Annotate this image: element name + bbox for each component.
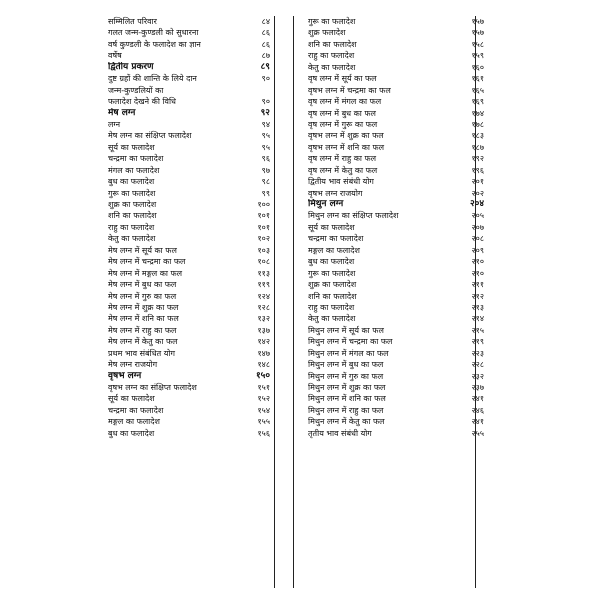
toc-page-number: २५५: [471, 428, 484, 438]
toc-entry-title: मेष लग्न में सूर्य का फल: [108, 245, 177, 255]
toc-page-number: १९२: [471, 154, 484, 164]
toc-entry: [308, 359, 492, 370]
toc-page-number: २१५: [471, 325, 484, 335]
toc-entry-title: मंगल का फलादेश: [108, 165, 160, 175]
toc-entry-title: वृषभ लग्न: [108, 370, 142, 381]
toc-entry-title: शनि का फलादेश: [108, 211, 157, 221]
toc-entry: [308, 279, 492, 290]
toc-page-number: १६१: [471, 74, 484, 84]
toc-entry-title: चन्द्रमा का फलादेश: [108, 154, 164, 164]
toc-entry: [108, 279, 298, 290]
toc-entry: [308, 325, 492, 336]
toc-entry-title: बुध का फलादेश: [308, 257, 355, 267]
toc-entry-title: तृतीय भाव संबंधी योग: [308, 428, 372, 438]
toc-page-number: १५४: [257, 405, 270, 415]
toc-entry: [308, 130, 492, 141]
toc-page-number: २०२: [471, 188, 484, 198]
toc-entry: [108, 291, 298, 302]
toc-page-number: १५२: [257, 394, 270, 404]
column-divider: [274, 16, 275, 588]
toc-page-number: ९६: [261, 154, 270, 164]
toc-page-number: ९०: [261, 97, 270, 107]
toc-page-number: १३२: [257, 314, 270, 324]
toc-entry-title: मेष लग्न में शुक्र का फल: [108, 302, 179, 312]
toc-page-number: १८३: [471, 131, 484, 141]
toc-entry-title: सूर्य का फलादेश: [108, 142, 155, 152]
toc-entry: [308, 62, 492, 73]
toc-column-left: [108, 16, 298, 439]
toc-page-number: ८९: [260, 61, 270, 72]
table-of-contents: [108, 16, 492, 588]
toc-entry-title: बुध का फलादेश: [108, 428, 155, 438]
toc-entry-title: चन्द्रमा का फलादेश: [108, 405, 164, 415]
toc-entry: [308, 348, 492, 359]
toc-entry-title: जन्म-कुण्डलियों का: [108, 85, 164, 95]
toc-entry: [308, 302, 492, 313]
toc-page-number: ९४: [261, 119, 270, 129]
toc-entry: [108, 336, 298, 347]
toc-entry-title: केतु का फलादेश: [308, 62, 356, 72]
toc-entry: [308, 313, 492, 324]
toc-page-number: १२८: [257, 302, 270, 312]
toc-entry-title: सूर्य का फलादेश: [108, 394, 155, 404]
toc-page-number: १७४: [471, 108, 484, 118]
toc-entry-title: चन्द्रमा का फलादेश: [308, 234, 364, 244]
toc-entry: [108, 16, 298, 27]
toc-entry: [108, 165, 298, 176]
toc-page-number: ९७: [261, 165, 270, 175]
toc-page-number: २४१: [471, 417, 484, 427]
toc-entry-title: मेष लग्न में केतु का फल: [108, 337, 178, 347]
toc-entry: [108, 233, 298, 244]
toc-entry-title: मिथुन लग्न में बुध का फल: [308, 360, 384, 370]
toc-entry: [308, 119, 492, 130]
toc-page-number: १४८: [257, 360, 270, 370]
toc-entry: [108, 348, 298, 359]
toc-page-number: १०२: [257, 234, 270, 244]
toc-entry-title: प्रथम भाव संबंधित योग: [108, 348, 175, 358]
toc-page-number: १६९: [471, 97, 484, 107]
toc-entry-title: मेष लग्न में गुरु का फल: [108, 291, 177, 301]
toc-entry-title: वृषभ लग्न में शनि का फल: [308, 142, 385, 152]
toc-page-number: १५५: [257, 417, 270, 427]
toc-entry: [308, 85, 492, 96]
toc-entry-title: वर्ष कुण्डली के फलादेश का ज्ञान: [108, 39, 201, 49]
toc-entry: [308, 416, 492, 427]
toc-entry-title: शनि का फलादेश: [308, 291, 357, 301]
toc-page-number: २१०: [471, 268, 484, 278]
toc-page-number: २०१: [471, 177, 484, 187]
toc-page-number: २०४: [469, 199, 484, 209]
toc-entry: [308, 27, 492, 38]
toc-entry-title: राहु का फलादेश: [308, 302, 355, 312]
toc-page-number: १५०: [255, 370, 270, 381]
toc-entry-title: सूर्य का फलादेश: [308, 222, 355, 232]
toc-entry-title: वृष लग्न में बुध का फल: [308, 108, 376, 118]
toc-page-number: १५७: [471, 17, 484, 26]
column-divider: [293, 16, 294, 588]
toc-entry-title: मिथुन लग्न में शुक्र का फल: [308, 383, 386, 392]
toc-entry: [308, 268, 492, 279]
toc-entry-title: वृषभ लग्न का संक्षिप्त फलादेश: [108, 383, 197, 392]
toc-entry-title: दुष्ट ग्रहों की शान्ति के लिये दान: [108, 74, 197, 84]
toc-page-number: ८७: [261, 51, 270, 61]
toc-entry: [108, 176, 298, 187]
toc-entry: [108, 325, 298, 336]
toc-page-number: १४७: [257, 348, 270, 358]
toc-entry-title: मेष लग्न का संक्षिप्त फलादेश: [108, 131, 192, 141]
toc-entry-title: लग्न: [108, 119, 121, 129]
toc-entry: [308, 39, 492, 50]
toc-entry-title: गुरू का फलादेश: [308, 17, 356, 26]
toc-entry-title: शुक्र का फलादेश: [308, 280, 357, 290]
toc-entry-title: मङ्गल का फलादेश: [308, 245, 360, 255]
toc-entry: [108, 256, 298, 267]
toc-entry: [308, 336, 492, 347]
toc-entry: [308, 142, 492, 153]
toc-entry-title: मिथुन लग्न का संक्षिप्त फलादेश: [308, 211, 399, 221]
toc-page-number: १७८: [471, 119, 484, 129]
toc-entry: [308, 153, 492, 164]
toc-entry: [308, 50, 492, 61]
toc-entry-title: बुध का फलादेश: [108, 177, 155, 187]
toc-entry-title: मेष लग्न में शनि का फल: [108, 314, 179, 324]
toc-entry-title: मिथुन लग्न में गुरु का फल: [308, 371, 384, 381]
toc-entry: [308, 96, 492, 107]
toc-page-number: १०१: [257, 211, 270, 221]
toc-entry: [108, 416, 298, 427]
toc-page-number: ११३: [257, 268, 270, 278]
toc-page-number: २२८: [471, 360, 484, 370]
toc-entry-title: मेष लग्न: [108, 107, 136, 118]
toc-page-number: २१४: [471, 314, 484, 324]
toc-entry: [308, 176, 492, 187]
toc-page-number: १०३: [257, 245, 270, 255]
toc-entry: [108, 96, 298, 107]
toc-section-heading: [308, 199, 492, 210]
toc-entry: [108, 222, 298, 233]
toc-entry-title: मेष लग्न में बुध का फल: [108, 280, 177, 290]
toc-page-number: ९८: [261, 177, 270, 187]
toc-entry-title: मिथुन लग्न: [308, 199, 344, 209]
toc-entry-title: वृष लग्न में गुरू का फल: [308, 119, 378, 129]
toc-entry: [308, 393, 492, 404]
toc-entry-title: मेष लग्न में राहु का फल: [108, 325, 177, 335]
toc-page-number: १२४: [257, 291, 270, 301]
toc-page-number: १०८: [257, 257, 270, 267]
toc-entry: [308, 245, 492, 256]
toc-page-number: ९५: [261, 142, 270, 152]
toc-entry-title: फलादेश देखने की विधि: [108, 97, 176, 107]
toc-entry-title: मिथुन लग्न में मंगल का फल: [308, 348, 389, 358]
toc-page-number: २१२: [471, 291, 484, 301]
toc-entry: [108, 85, 298, 96]
toc-entry: [108, 27, 298, 38]
toc-entry: [308, 291, 492, 302]
toc-entry-title: मिथुन लग्न में शनि का फल: [308, 394, 386, 404]
toc-entry-title: केतु का फलादेश: [308, 314, 356, 324]
toc-entry-title: मेष लग्न राजयोग: [108, 360, 158, 370]
toc-entry-title: मेष लग्न में मङ्गल का फल: [108, 268, 183, 278]
toc-entry-title: मेष लग्न में चन्द्रमा का फल: [108, 257, 186, 267]
toc-entry: [108, 153, 298, 164]
toc-page-number: २०५: [471, 211, 484, 221]
toc-page-number: ८६: [261, 39, 270, 49]
toc-entry-title: वृषभ लग्न राजयोग: [308, 188, 363, 198]
toc-entry: [308, 256, 492, 267]
toc-entry: [108, 302, 298, 313]
toc-page-number: १८७: [471, 142, 484, 152]
toc-entry-title: द्वितीय प्रकरण: [108, 61, 154, 72]
toc-entry: [308, 16, 492, 27]
toc-entry: [308, 210, 492, 221]
toc-page-number: ९०: [261, 74, 270, 84]
column-divider: [475, 16, 476, 588]
toc-entry-title: राहु का फलादेश: [108, 222, 155, 232]
toc-page-number: २११: [471, 280, 484, 290]
toc-section-heading: [108, 108, 298, 119]
toc-page-number: २०७: [471, 222, 484, 232]
toc-entry: [108, 142, 298, 153]
toc-page-number: २४१: [471, 394, 484, 404]
toc-page-number: १००: [257, 200, 270, 209]
toc-entry: [108, 130, 298, 141]
toc-entry-title: वृष लग्न में सूर्य का फल: [308, 74, 377, 84]
toc-entry-title: सम्मिलित परिवार: [108, 17, 157, 26]
toc-entry: [108, 73, 298, 84]
toc-entry-title: वृष लग्न में राहु का फल: [308, 154, 377, 164]
toc-entry: [308, 165, 492, 176]
toc-page-number: २४६: [471, 405, 484, 415]
toc-page-number: १३७: [257, 325, 270, 335]
toc-entry-title: गुरू का फलादेश: [108, 188, 156, 198]
toc-entry-title: मङ्गल का फलादेश: [108, 417, 160, 427]
toc-entry-title: वृष लग्न में केतु का फल: [308, 165, 378, 175]
toc-page-number: १४२: [257, 337, 270, 347]
toc-page-number: १६०: [471, 62, 484, 72]
toc-entry-title: वर्षेष: [108, 51, 122, 61]
toc-entry: [108, 313, 298, 324]
toc-entry-title: मिथुन लग्न में सूर्य का फल: [308, 325, 384, 335]
toc-page-number: ९९: [261, 188, 270, 198]
toc-entry: [108, 268, 298, 279]
toc-page-number: १६५: [471, 85, 484, 95]
toc-entry: [308, 188, 492, 199]
toc-page-number: ९५: [261, 131, 270, 141]
toc-entry-title: द्वितीय भाव संबंधी योग: [308, 177, 374, 187]
toc-entry-title: मिथुन लग्न में केतु का फल: [308, 417, 385, 427]
toc-entry: [308, 371, 492, 382]
toc-entry: [108, 405, 298, 416]
toc-page-number: १५८: [471, 39, 484, 49]
toc-entry-title: मिथुन लग्न में राहु का फल: [308, 405, 384, 415]
toc-entry: [108, 393, 298, 404]
toc-entry-title: वृषभ लग्न में चन्द्रमा का फल: [308, 85, 391, 95]
toc-column-right: [308, 16, 492, 439]
toc-entry: [108, 199, 298, 210]
toc-page-number: १९६: [471, 165, 484, 175]
toc-page-number: ८४: [261, 17, 270, 26]
toc-entry: [308, 222, 492, 233]
toc-page-number: २०८: [471, 234, 484, 244]
toc-page-number: २१३: [471, 302, 484, 312]
toc-entry: [108, 39, 298, 50]
toc-entry-title: वृषभ लग्न में शुक्र का फल: [308, 131, 384, 141]
toc-page-number: १५९: [471, 51, 484, 61]
toc-entry: [108, 359, 298, 370]
toc-entry: [308, 382, 492, 393]
toc-entry-title: गुरू का फलादेश: [308, 268, 356, 278]
toc-page-number: २३२: [471, 371, 484, 381]
toc-entry-title: केतु का फलादेश: [108, 234, 156, 244]
toc-section-heading: [108, 62, 298, 73]
toc-entry: [308, 405, 492, 416]
toc-entry: [308, 428, 492, 439]
toc-entry-title: मिथुन लग्न में चन्द्रमा का फल: [308, 337, 393, 347]
toc-entry: [108, 382, 298, 393]
toc-entry: [108, 50, 298, 61]
toc-entry: [108, 245, 298, 256]
toc-entry-title: शुक्र का फलादेश: [108, 200, 157, 209]
toc-entry: [108, 210, 298, 221]
toc-page-number: २१०: [471, 257, 484, 267]
toc-page-number: २०९: [471, 245, 484, 255]
toc-entry-title: वृष लग्न में मंगल का फल: [308, 97, 382, 107]
toc-entry: [108, 188, 298, 199]
toc-entry: [308, 108, 492, 119]
toc-entry: [108, 119, 298, 130]
toc-entry: [308, 73, 492, 84]
toc-entry-title: शनि का फलादेश: [308, 39, 357, 49]
toc-section-heading: [108, 371, 298, 382]
toc-page-number: १५१: [257, 383, 270, 392]
toc-page-number: ११९: [257, 280, 270, 290]
toc-page-number: २२३: [471, 348, 484, 358]
toc-entry-title: गलत जन्म-कुण्डली को सुधारना: [108, 28, 199, 38]
toc-entry: [108, 428, 298, 439]
toc-page-number: ८६: [261, 28, 270, 38]
toc-page-number: २३७: [471, 383, 484, 392]
toc-entry-title: राहु का फलादेश: [308, 51, 355, 61]
toc-page-number: १५६: [257, 428, 270, 438]
toc-entry: [308, 233, 492, 244]
toc-page-number: ९२: [260, 107, 270, 118]
toc-page-number: २१९: [471, 337, 484, 347]
toc-entry-title: शुक्र फलादेश: [308, 28, 346, 38]
toc-page-number: १०१: [257, 222, 270, 232]
toc-page-number: १५७: [471, 28, 484, 38]
